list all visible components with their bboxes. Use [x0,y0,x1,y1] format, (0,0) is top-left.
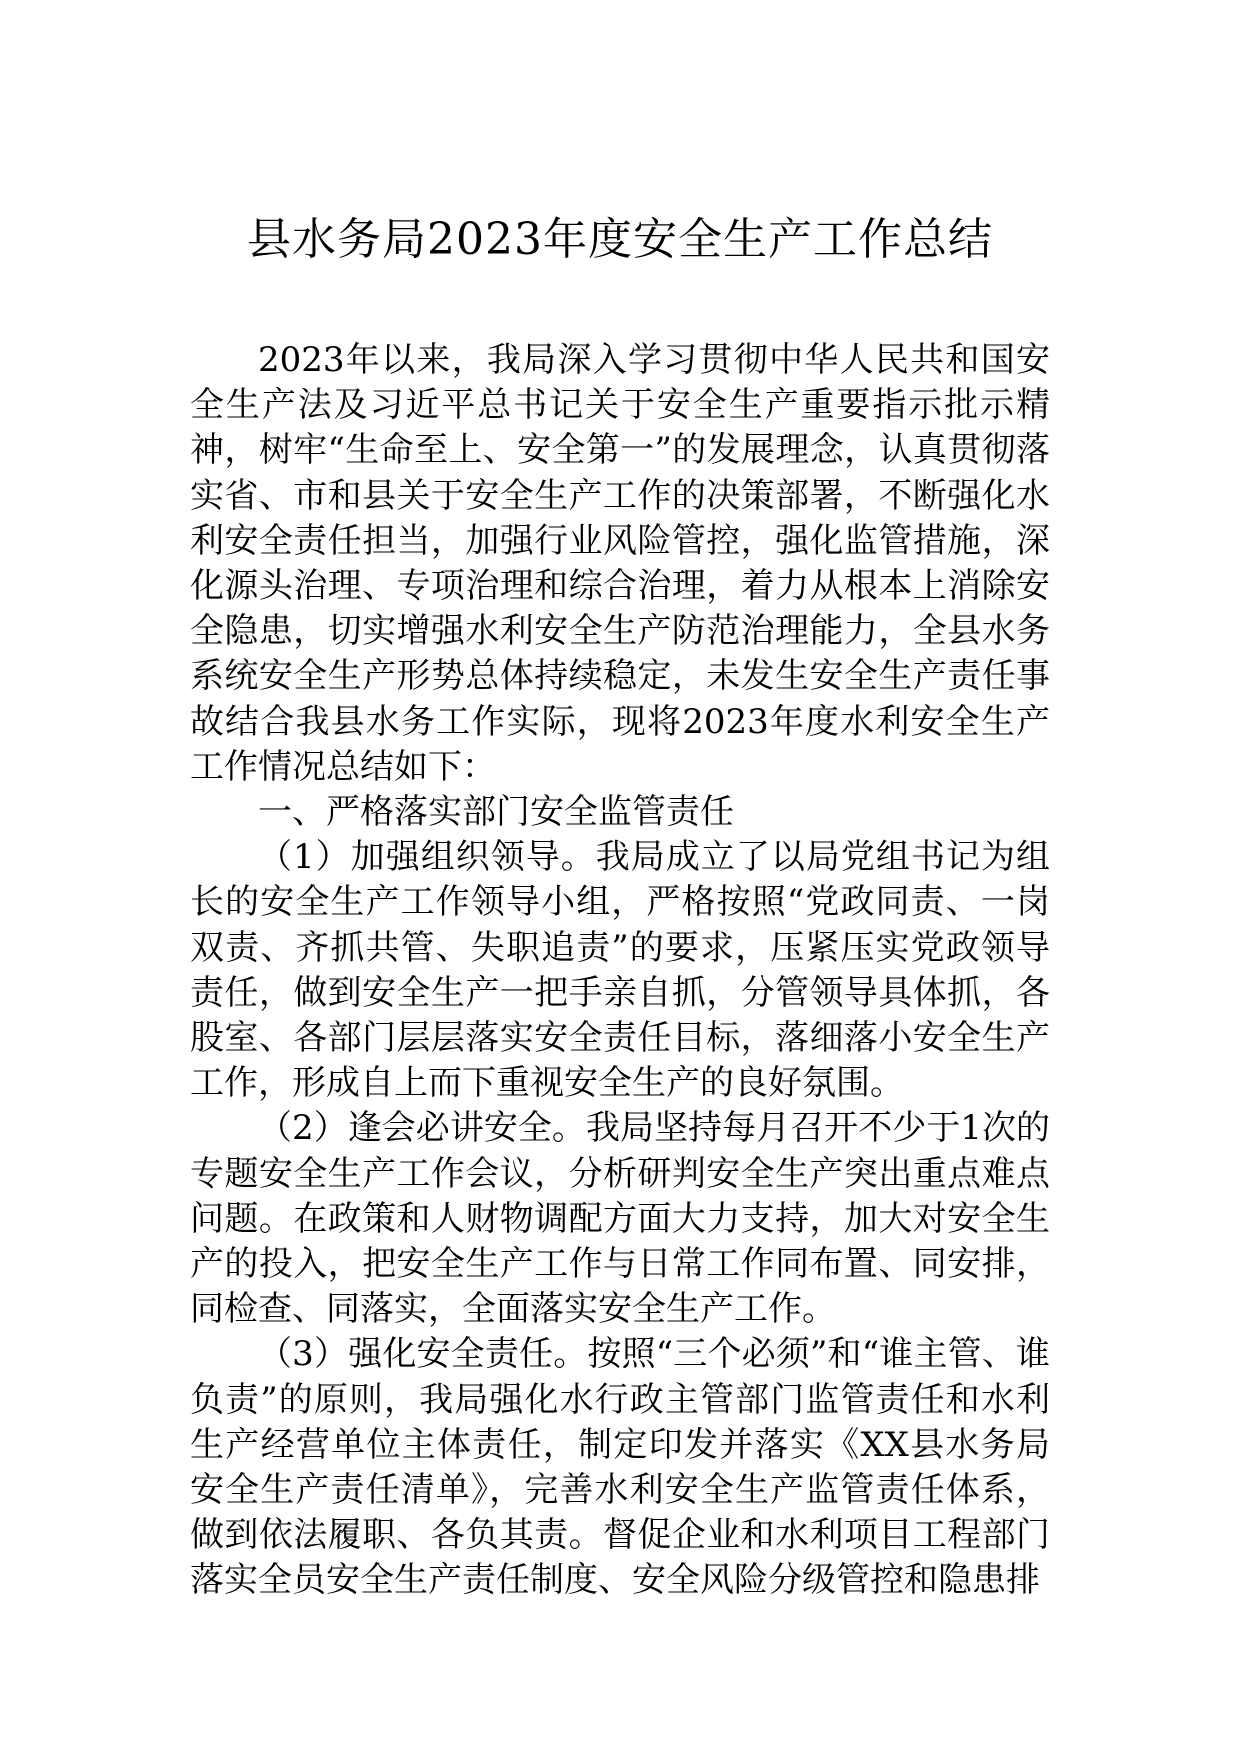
section-heading: 一、严格落实部门安全监管责任 [258,792,734,833]
intro-paragraph: 2023年以来，我局深入学习贯彻中华人民共和国安全生产法及习近平总书记关于安全生产重要指示批示精神，树牢“生命至上、安全第一”的发展理念，认真贯彻落实省、市和县关于安全生产工作的决策部署，不断强化水利安全责任担当，加强行业风险管控，强化监管措施，深化源头治理、专项治理和综合治理，着力从根本上消除安全隐患，切实增强水利安全生产防范治理能力，全县水务系统安全生产形势总体持续稳定，未发生安全生产责任事故结合我县水务工作实际，现将2023年度水利安全生产工作情况总结如下： [190,340,1050,787]
paragraph-item-1: （1）加强组织领导。我局成立了以局党组书记为组长的安全生产工作领导小组，严格按照“党政同责、一岗双责、齐抓共管、失职追责”的要求，压紧压实党政领导责任，做到安全生产一把手亲自抓，分管领导具体抓，各股室、各部门层层落实安全责任目标，落细落小安全生产工作，形成自上而下重视安全生产的良好氛围。 [190,837,1050,1104]
document-body [190,338,1050,1604]
document-title: 县水务局2023年度安全生产工作总结 [247,214,993,265]
paragraph-item-3: （3）强化安全责任。按照“三个必须”和“谁主管、谁负责”的原则，我局强化水行政主管部门监管责任和水利生产经营单位主体责任，制定印发并落实《XX县水务局安全生产责任清单》，完善水利安全生产监管责任体系，做到依法履职、各负其责。督促企业和水利项目工程部门落实全员安全生产责任制度、安全风险分级管控和隐患排 [190,1334,1050,1601]
paragraph-item-2: （2）逢会必讲安全。我局坚持每月召开不少于1次的专题安全生产工作会议，分析研判安全生产突出重点难点问题。在政策和人财物调配方面大力支持，加大对安全生产的投入，把安全生产工作与日常工作同布置、同安排，同检查、同落实，全面落实安全生产工作。 [190,1108,1050,1330]
